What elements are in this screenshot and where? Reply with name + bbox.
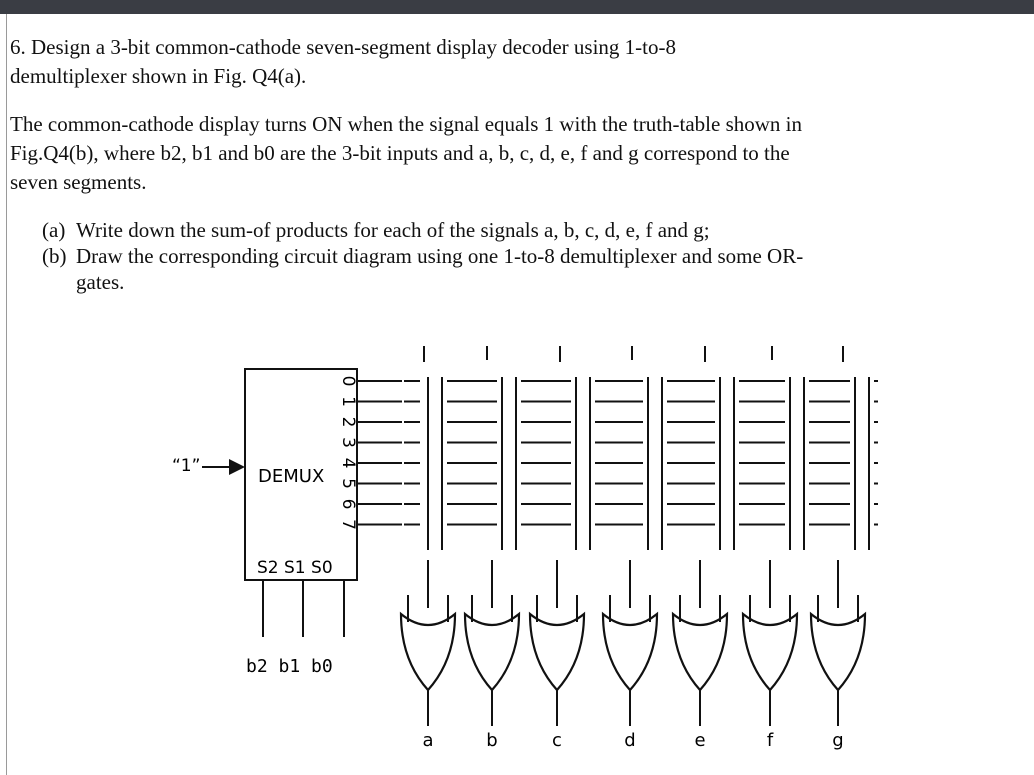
segment-label-e: e <box>694 730 706 751</box>
demux-output-number: 4 <box>338 457 358 469</box>
demux-output-numbers <box>338 376 358 530</box>
demux-output-number: 0 <box>338 375 358 387</box>
or-gate-f <box>743 560 797 751</box>
or-gate-b <box>465 560 519 751</box>
select-inputs-label: b2 b1 b0 <box>246 656 333 677</box>
demux-output-lines <box>357 381 402 525</box>
demux-output-number: 1 <box>338 396 358 407</box>
segment-label-b: b <box>486 730 498 751</box>
or-gate-body <box>530 614 584 690</box>
demux-input-label: “1” <box>172 456 201 476</box>
or-gate-body <box>673 614 727 690</box>
demux-output-number: 5 <box>338 478 358 489</box>
task-a-label: (a) <box>42 218 66 242</box>
demux-output-number: 3 <box>338 437 358 448</box>
or-gate-body <box>743 614 797 690</box>
demux-output-number: 2 <box>338 416 358 428</box>
or-gate-d <box>603 560 657 751</box>
demux-output-number: 7 <box>338 519 358 530</box>
or-gate-body <box>465 614 519 690</box>
bus-lines <box>404 346 878 550</box>
or-gate-c <box>530 560 584 751</box>
or-gate-body <box>603 614 657 690</box>
or-gate-body <box>401 614 455 690</box>
segment-label-d: d <box>624 730 636 751</box>
task-b-text: Draw the corresponding circuit diagram using one 1-to-8 demultiplexer and some OR-gates. <box>76 244 804 294</box>
demux-output-number: 6 <box>338 498 358 510</box>
task-a-text: Write down the sum-of products for each of the signals a, b, c, d, e, f and g; <box>76 218 710 242</box>
or-gate-e <box>673 560 727 751</box>
question-body: The common-cathode display turns ON when the signal equals 1 with the truth-table shown in Fig.Q4(b), where b2, b1 and b0 are the 3-bit inputs and a, b, c, d, e, f and g correspond to the seven segments. <box>10 112 803 194</box>
segment-label-f: f <box>766 730 774 751</box>
or-gate-g <box>811 560 865 751</box>
select-label: S2 S1 S0 <box>257 558 333 578</box>
question-title: 6. Design a 3-bit common-cathode seven-segment display decoder using 1-to-8 demultiplexer shown in Fig. Q4(a). <box>10 35 676 88</box>
segment-label-c: c <box>552 730 562 751</box>
or-gate-a <box>401 560 455 751</box>
task-b-label: (b) <box>42 244 67 268</box>
or-gate-body <box>811 614 865 690</box>
or-gates <box>401 560 865 751</box>
segment-label-a: a <box>422 730 434 751</box>
segment-label-g: g <box>832 730 844 751</box>
demux-label: DEMUX <box>258 466 325 487</box>
